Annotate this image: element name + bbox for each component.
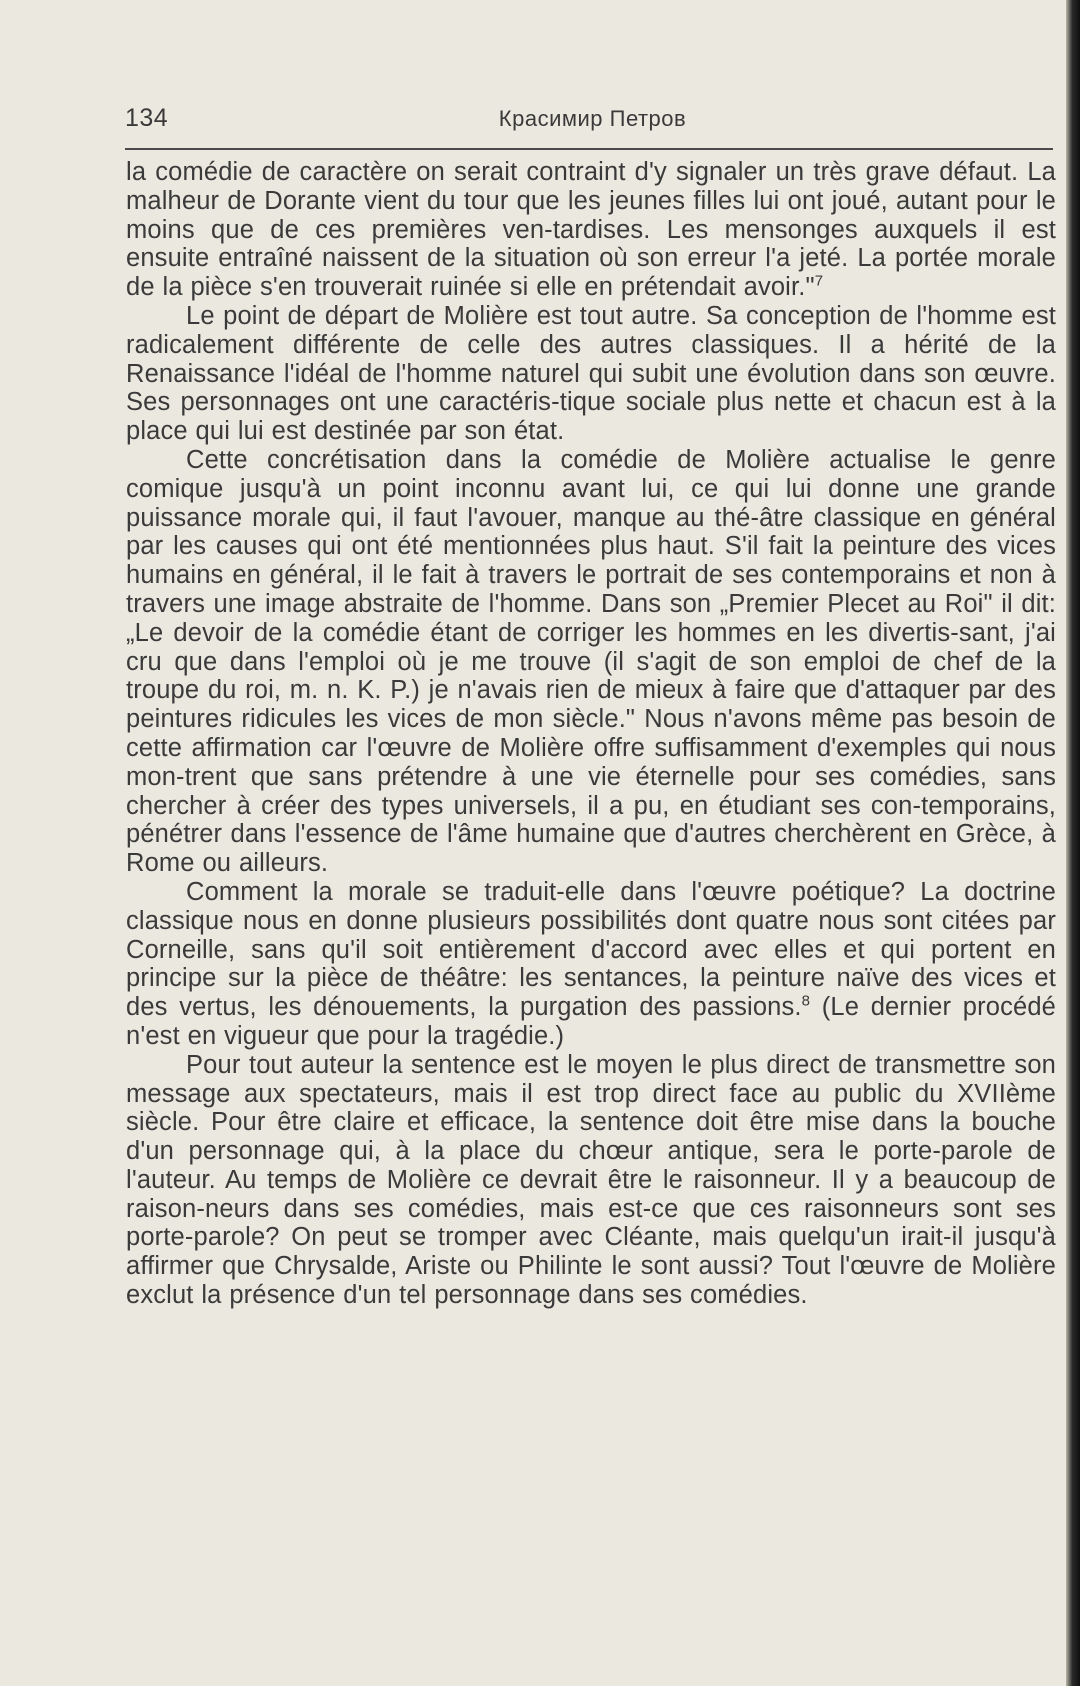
footnote-marker-8: 8 — [801, 992, 811, 1010]
paragraph-4-text: Comment la morale se traduit-elle dans l'œuvre poétique? La doctrine classique nous en donne plusieurs possibilités dont quatre nous sont citées par Corneille, sans qu'il soit entièrement d'accord avec elles et qui portent en principe sur la pièce de théâtre: les sentances, la peinture naïve des vices et des vertus, les dénouements, la purgation des passions. — [126, 877, 1056, 1022]
paragraph-5-text: Pour tout auteur la sentence est le moyen le plus direct de transmettre son message aux spectateurs, mais il est trop direct face au public du XVIIème siècle. Pour être claire et efficace, la sentence doit être mise dans la bouche d'un personnage qui, à la place du chœur antique, sera le porte-parole de l'auteur. Au temps de Molière ce devrait être le raisonneur. Il y a beaucoup de raison-neurs dans ses comédies, mais est-ce que ces raisonneurs sont ses porte-parole? On peut se tromper avec Cléante, mais quelqu'un irait-il jusqu'à affirmer que Chrysalde, Ariste ou Philinte le sont aussi? Tout l'œuvre de Molière exclut la présence d'un tel personnage dans ses comédies. — [126, 1050, 1056, 1310]
page-header — [125, 104, 1060, 144]
header-rule — [125, 148, 1053, 150]
body-text — [126, 158, 1056, 1310]
paragraph-4 — [126, 878, 1056, 1051]
paragraph-2 — [126, 302, 1056, 446]
paragraph-3 — [126, 446, 1056, 878]
paragraph-5 — [126, 1051, 1056, 1310]
footnote-marker-7: 7 — [814, 272, 824, 290]
page-number: 134 — [125, 104, 169, 132]
paragraph-1 — [126, 158, 1056, 302]
page-edge-shadow — [1066, 0, 1080, 1686]
paragraph-1-text: la comédie de caractère on serait contraint d'y signaler un très grave défaut. La malheur de Dorante vient du tour que les jeunes filles lui ont joué, autant pour le moins que de ces premières ven-tardises. Les mensonges auxquels il est ensuite entraîné naissent de la situation où son erreur l'a jeté. La portée morale de la pièce s'en trouverait ruinée si elle en prétendait avoir." — [126, 158, 1056, 302]
paragraph-4-text-after: (Le dernier procédé n'est en vigueur que pour la tragédie.) — [126, 993, 1057, 1050]
paragraph-2-text: Le point de départ de Molière est tout autre. Sa conception de l'homme est radicalement différente de celle des autres classiques. Il a hérité de la Renaissance l'idéal de l'homme naturel qui subit une évolution dans son œuvre. Ses personnages ont une caractéris-tique sociale plus nette et chacun est à la place qui lui est destinée par son état. — [126, 301, 1056, 446]
paragraph-3-text: Cette concrétisation dans la comédie de Molière actualise le genre comique jusqu'à un point inconnu avant lui, ce qui lui donne une grande puissance morale qui, il faut l'avouer, manque au thé-âtre classique en général par les causes qui ont été mentionnées plus haut. S'il fait la peinture des vices humains en général, il le fait à travers le portrait de ses contemporains et non à travers une image abstraite de l'homme. Dans son „Premier Plecet au Roi" il dit: „Le devoir de la comédie étant de corriger les hommes en les divertis-sant, j'ai cru que dans l'emploi où je me trouve (il s'agit de son emploi de chef de la troupe du roi, m. n. K. P.) je n'avais rien de mieux à faire que d'attaquer par des peintures ridicules les vices de mon siècle." Nous n'avons même pas besoin de cette affirmation car l'œuvre de Molière offre suffisamment d'exemples qui nous mon-trent que sans prétendre à une vie éternelle pour ses comédies, sans chercher à créer des types universels, il a pu, en étudiant ses con-temporains, pénétrer dans l'essence de l'âme humaine que d'autres cherchèrent en Grèce, à Rome ou ailleurs. — [126, 445, 1056, 878]
running-title: Красимир Петров — [498, 106, 687, 131]
